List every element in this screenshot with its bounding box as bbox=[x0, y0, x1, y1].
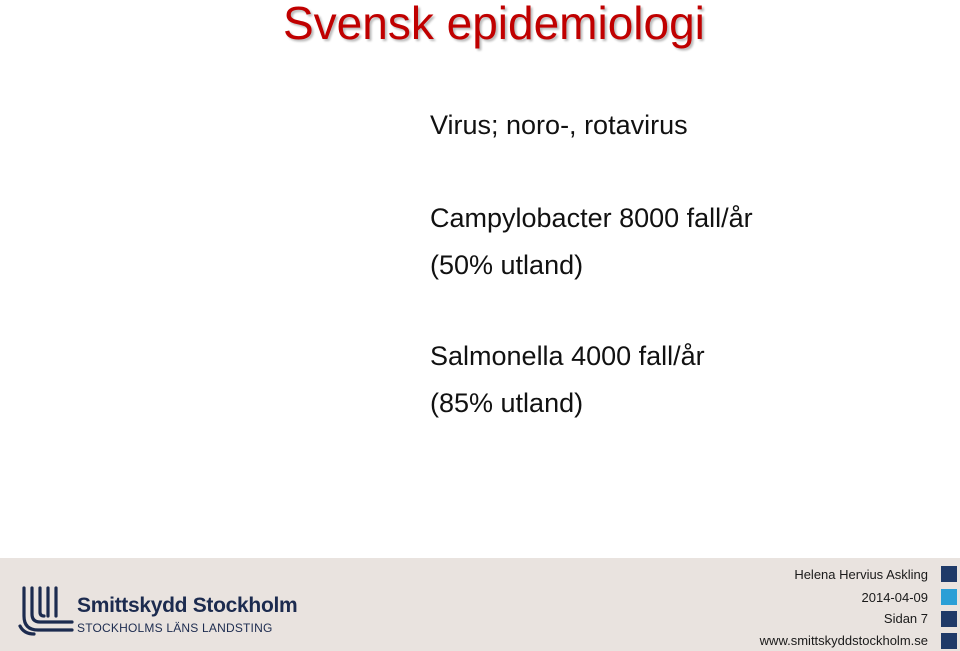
bullet-campylobacter: Campylobacter 8000 fall/år bbox=[430, 203, 753, 233]
slide-footer bbox=[0, 558, 960, 651]
slide-title: Svensk epidemiologi bbox=[283, 0, 705, 49]
smittskydd-logo bbox=[18, 586, 348, 636]
bullet-salmonella-abroad: (85% utland) bbox=[430, 388, 584, 418]
decor-square bbox=[941, 566, 957, 582]
bullet-salmonella: Salmonella 4000 fall/år bbox=[430, 341, 705, 371]
logo-subtitle: STOCKHOLMS LÄNS LANDSTING bbox=[77, 621, 273, 635]
footer-page: Sidan 7 bbox=[883, 611, 928, 626]
footer-author: Helena Hervius Askling bbox=[794, 567, 928, 582]
footer-url[interactable]: www.smittskyddstockholm.se bbox=[759, 633, 928, 648]
footer-date: 2014-04-09 bbox=[861, 590, 928, 605]
bullet-virus: Virus; noro-, rotavirus bbox=[430, 110, 688, 140]
bullet-campylobacter-abroad: (50% utland) bbox=[430, 250, 584, 280]
sll-logo-icon bbox=[18, 586, 76, 636]
logo-name: Smittskydd Stockholm bbox=[77, 594, 298, 617]
decor-square bbox=[941, 589, 957, 605]
decor-square bbox=[941, 611, 957, 627]
decor-square bbox=[941, 633, 957, 649]
